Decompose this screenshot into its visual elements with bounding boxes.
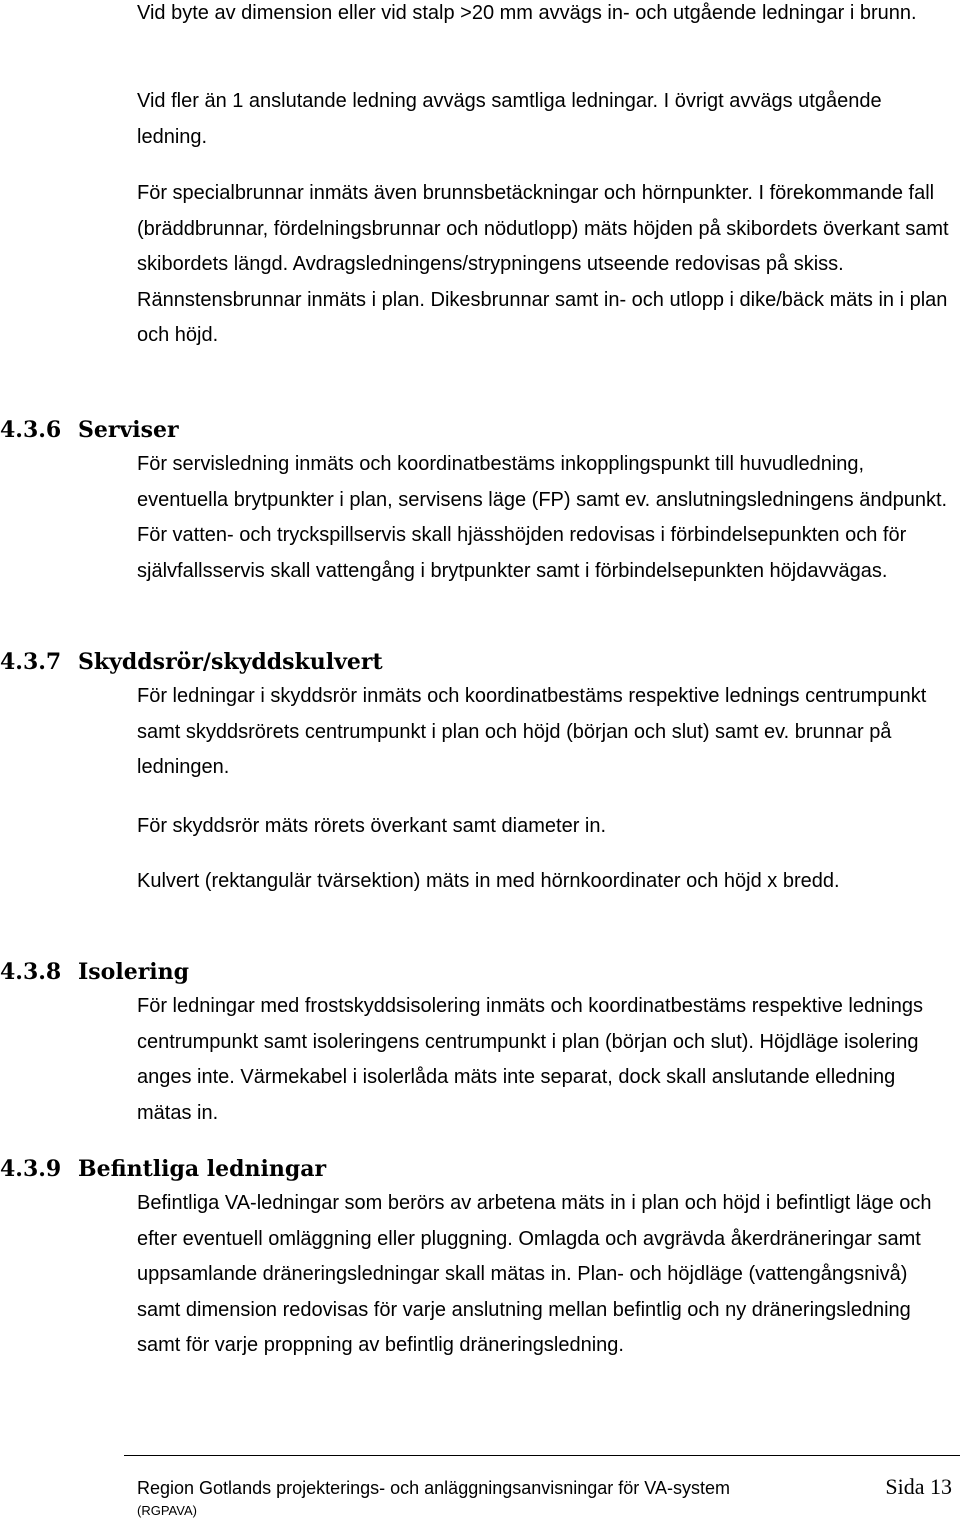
section-title: Isolering — [78, 959, 190, 985]
footer-divider — [124, 1455, 960, 1456]
intro-paragraph-2: Vid fler än 1 anslutande ledning avvägs samtliga ledningar. I övrigt avvägs utgående ledning. — [137, 90, 882, 148]
footer-title: Region Gotlands projekterings- och anläggningsanvisningar för VA-system — [137, 1478, 730, 1498]
section-number: 4.3.6 — [0, 417, 62, 443]
section-number: 4.3.9 — [0, 1156, 62, 1182]
section-heading-befintliga — [0, 1155, 326, 1183]
skyddsror-paragraph-1: För ledningar i skyddsrör inmäts och koordinatbestäms respektive lednings centrumpunkt samt skyddsrörets centrumpunkt i plan och höjd (början och slut) samt ev. brunnar på ledningen. — [137, 685, 927, 778]
intro-paragraph-1: Vid byte av dimension eller vid stalp >20 mm avvägs in- och utgående ledningar i brunn. — [137, 2, 917, 24]
section-title: Befintliga ledningar — [78, 1156, 327, 1182]
isolering-paragraph: För ledningar med frostskyddsisolering inmäts och koordinatbestäms respektive lednings centrumpunkt samt isoleringens centrumpunkt i plan (början och slut). Höjdläge isolering anges inte. Värmekabel i isolerlåda mäts inte separat, dock skall anslutande elledning mätas in. — [137, 995, 923, 1124]
section-heading-serviser — [0, 416, 179, 444]
page-number: Sida 13 — [885, 1474, 952, 1499]
section-number: 4.3.7 — [0, 649, 62, 675]
skyddsror-paragraph-2: För skyddsrör mäts rörets överkant samt diameter in. — [137, 815, 607, 837]
section-title: Serviser — [78, 417, 179, 443]
section-heading-skyddsror — [0, 648, 383, 676]
section-title: Skyddsrör/skyddskulvert — [78, 649, 383, 675]
intro-paragraph-3: För specialbrunnar inmäts även brunnsbetäckningar och hörnpunkter. I förekommande fall (bräddbrunnar, fördelningsbrunnar och nödutlopp) mäts höjden på skibordets överkant samt skibordets längd. Avdragsledningens/strypningens utseende redovisas på skiss. Rännstensbrunnar inmäts i plan. Dikesbrunnar samt in- och utlopp i dike/bäck mäts in i plan och höjd. — [137, 182, 949, 346]
section-number: 4.3.8 — [0, 959, 62, 985]
section-heading-isolering — [0, 958, 189, 986]
befintliga-paragraph: Befintliga VA-ledningar som berörs av arbetena mäts in i plan och höjd i befintligt läge och efter eventuell omläggning eller pluggning. Omlagda och avgrävda åkerdräneringar samt uppsamlande dräneringsledningar skall mätas in. Plan- och höjdläge (vattengångsnivå) samt dimension redovisas för varje anslutning mellan befintlig och ny dräneringsledning samt för varje proppning av befintlig dräneringsledning. — [137, 1192, 932, 1356]
serviser-paragraph: För servisledning inmäts och koordinatbestäms inkopplingspunkt till huvudledning, eventuella brytpunkter i plan, servisens läge (FP) samt ev. anslutningsledningens ändpunkt. För vatten- och tryckspillservis skall hjässhöjden redovisas i förbindelsepunkten och för självfallsservis skall vattengång i brytpunkter samt i förbindelsepunkten höjdavvägas. — [137, 453, 948, 582]
footer-subtitle: (RGPAVA) — [137, 1503, 197, 1518]
skyddsror-paragraph-3: Kulvert (rektangulär tvärsektion) mäts in med hörnkoordinater och höjd x bredd. — [137, 870, 840, 892]
